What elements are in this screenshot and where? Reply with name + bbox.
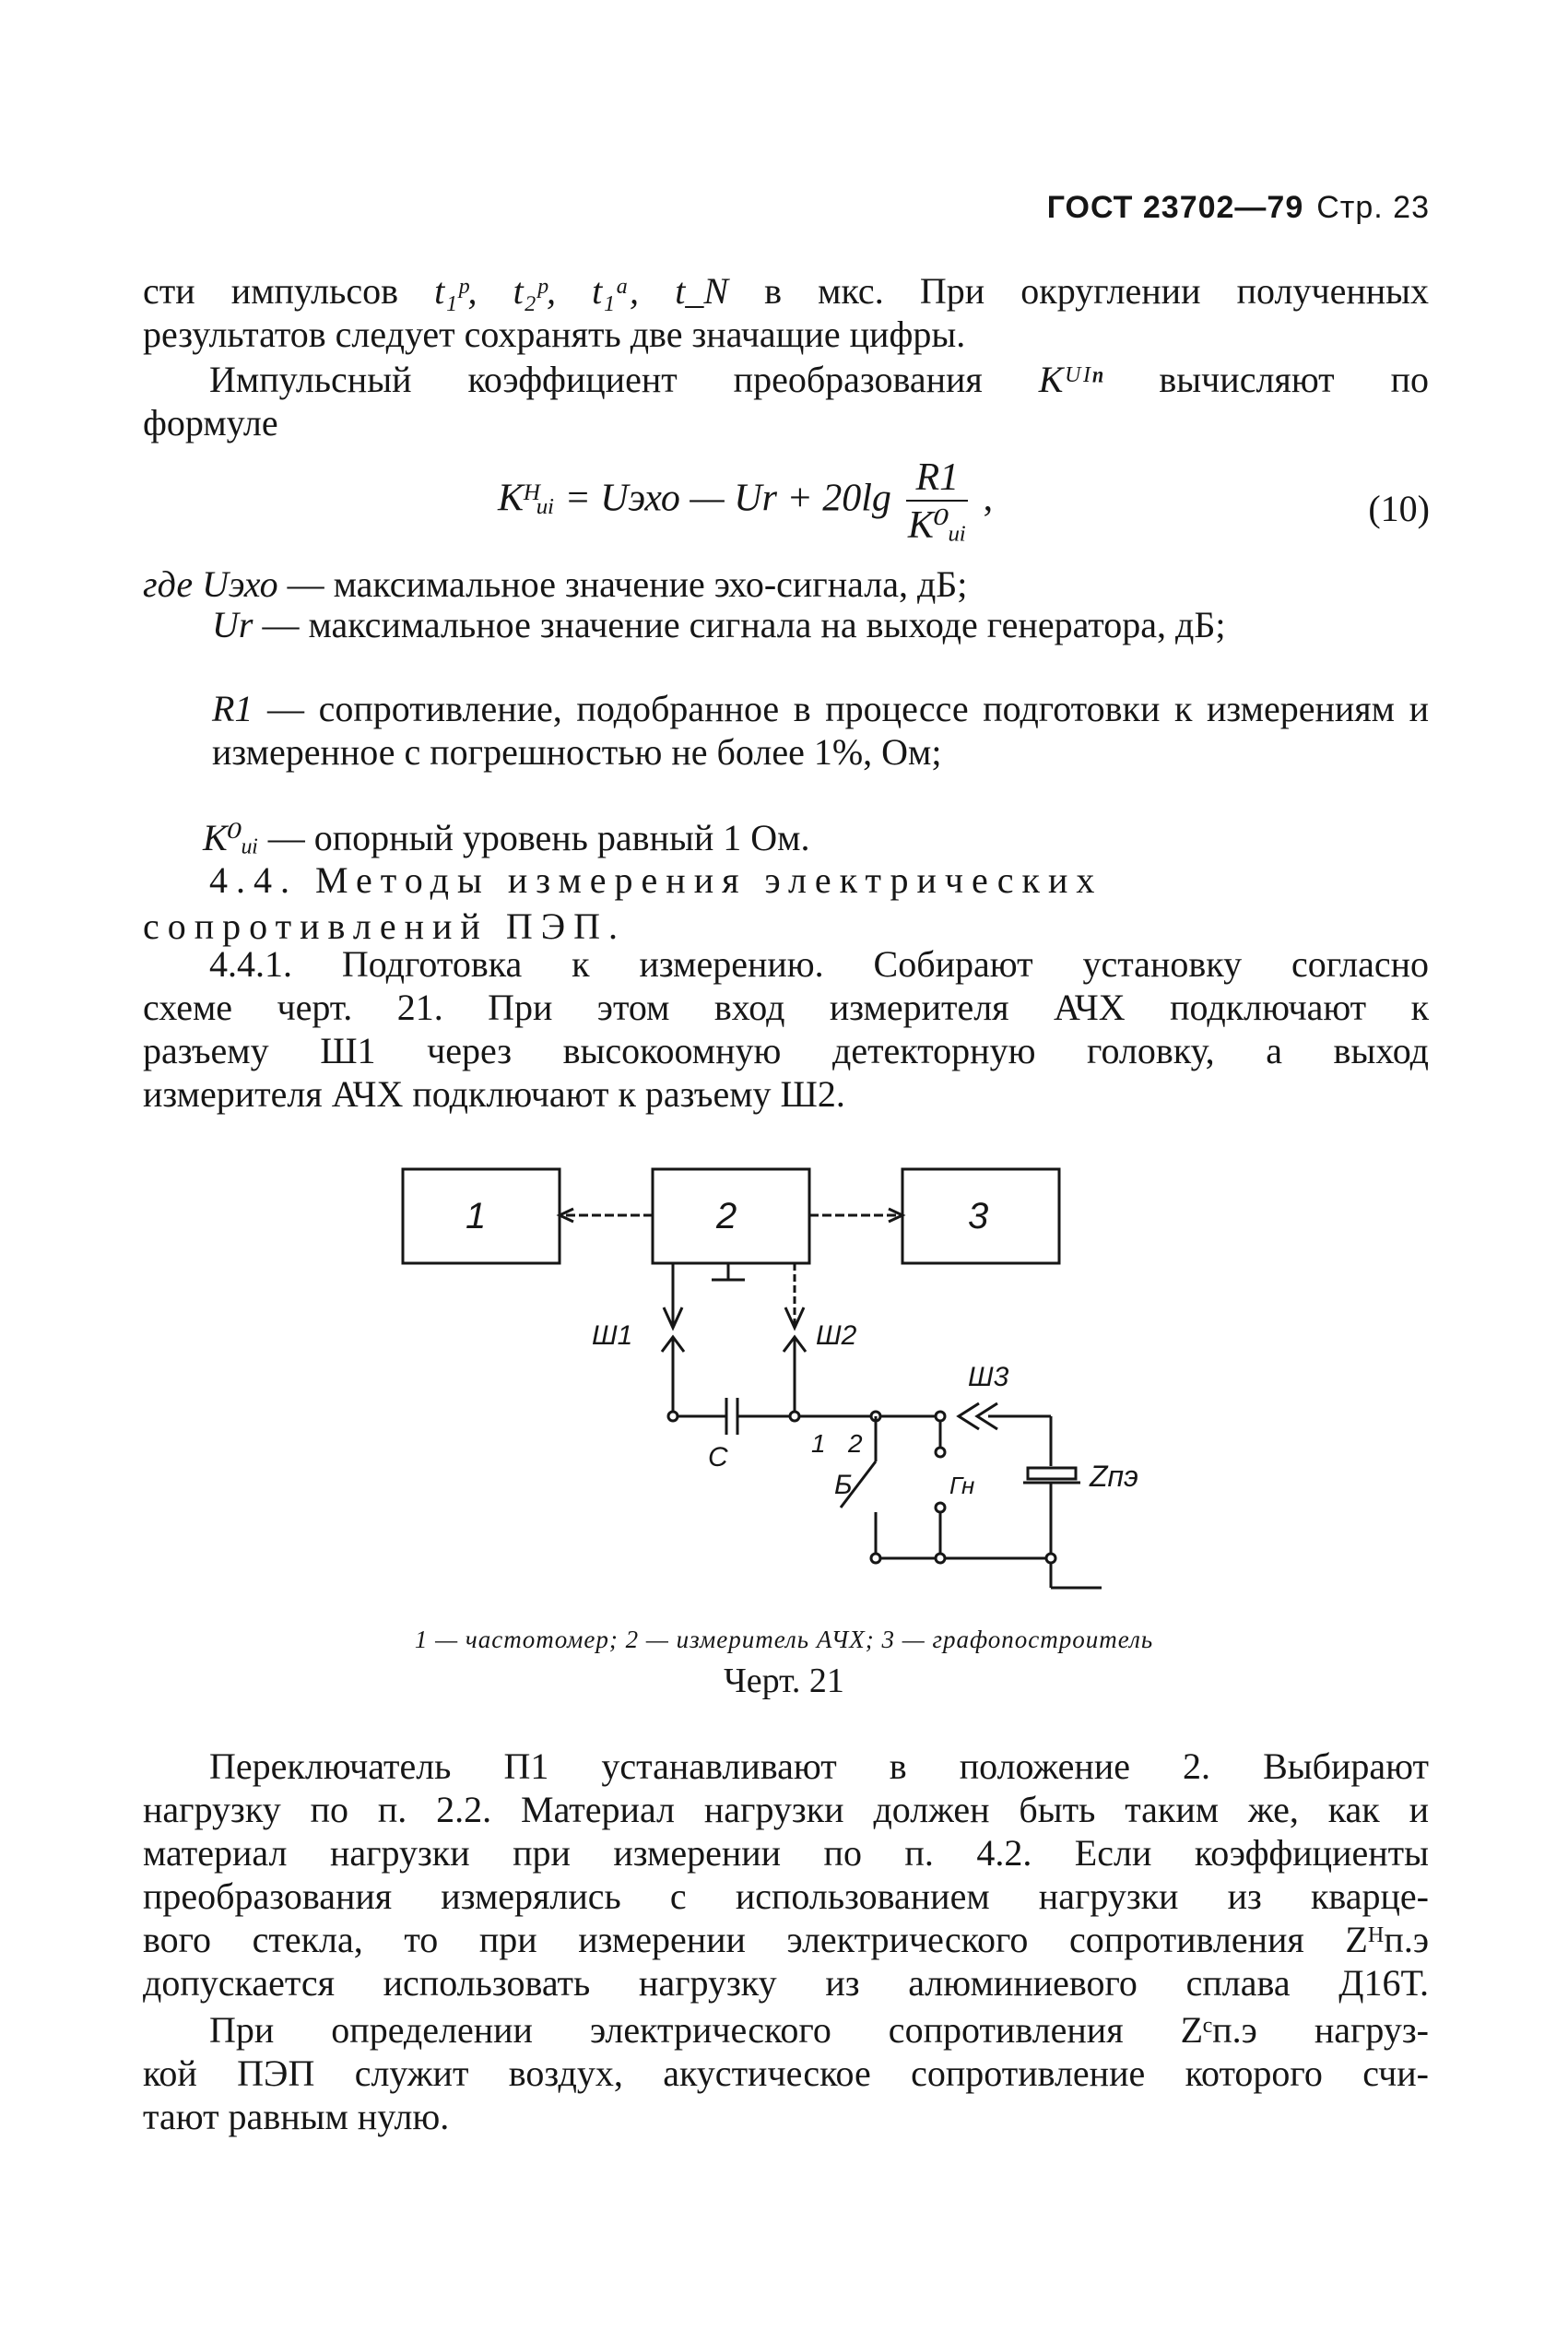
capacitor-label: C (708, 1442, 728, 1473)
formula-10 (498, 455, 993, 548)
p2-line2: формуле (143, 402, 278, 444)
where-item-1: где Uэхо — максимальное значение эхо-сигнала, дБ; (143, 563, 968, 605)
page-header (1047, 190, 1430, 226)
formula-lhs: Kᴴᵤᵢ = Uэхо — Ur + 20lg (498, 477, 891, 520)
sh1-label: Ш1 (592, 1320, 633, 1351)
section-4-4-1: 4.4.1. Подготовка к измерению. Собирают установку согласно схеме черт. 21. При этом вход измерителя АЧХ подключают к разъему Ш1 через высокоомную детекторную головку, а выход измерителя АЧХ подключают к разъему Ш2. (143, 943, 1429, 1115)
where-item-3: R1 — сопротивление, подобранное в процессе подготовки к измерениям и измеренное с погрешностью не более 1%, Ом; (212, 688, 1429, 773)
gn-label: Гн (949, 1472, 975, 1499)
figure-caption: 1 — частотомер; 2 — измеритель АЧХ; 3 — графопостроитель (414, 1626, 1154, 1653)
sh2-label: Ш2 (816, 1320, 857, 1351)
p1-line1: сти импульсов t₁ᵖ, t₂ᵖ, t₁ᵃ, t_N в мкс. При округлении полученных (143, 270, 1430, 312)
b-label: Б (834, 1470, 853, 1500)
switch-pos-1-label: 1 (811, 1429, 826, 1458)
where-item-4: K⁰ᵤᵢ — опорный уровень равный 1 Ом. (203, 817, 810, 858)
section-4-4: 4.4. Методы измерения электрических сопротивлений ПЭП. (143, 859, 1103, 947)
zpe-label: Zпэ (1090, 1460, 1138, 1493)
fraction-denominator: K⁰ᵤᵢ (907, 504, 967, 547)
paragraph-1 (143, 269, 1429, 356)
p2-line1: Импульсный коэффициент преобразования Kᵁᴵⁿ вычисляют по (209, 359, 1430, 400)
circuit-diagram (0, 1134, 1568, 1614)
figure-number: Черт. 21 (724, 1662, 844, 1700)
formula-comma: , (983, 477, 994, 520)
formula-fraction (906, 455, 968, 548)
block-1-label: 1 (466, 1196, 487, 1236)
where-item-2: Ur — максимальное значение сигнала на выходе генератора, дБ; (212, 604, 1226, 645)
formula-number: (10) (1368, 488, 1430, 529)
paragraph-2 (143, 358, 1429, 444)
switch-pos-2-label: 2 (848, 1429, 863, 1458)
block-2-label: 2 (716, 1196, 737, 1236)
p1-line2: результатов следует сохранять две значащие цифры. (143, 313, 966, 355)
sh3-label: Ш3 (968, 1362, 1009, 1392)
gost-number: ГОСТ 23702—79 (1046, 190, 1304, 225)
paragraph-3: Переключатель П1 устанавливают в положение 2. Выбирают нагрузку по п. 2.2. Материал нагрузки должен быть таким же, как и материал нагрузки при измерении по п. 4.2. Если коэффициенты преобразования измерялись с использованием нагрузки из кварце- вого стекла, то при измерении электрического сопротивления Zᴴп.э допускается использовать нагрузку из алюминиевого сплава Д16Т. (143, 1745, 1429, 2004)
block-3-label: 3 (968, 1196, 989, 1236)
paragraph-4: При определении электрического сопротивления Zᶜп.э нагруз- кой ПЭП служит воздух, акустическое сопротивление которого счи- тают равным нулю. (143, 2009, 1429, 2137)
page-number: Стр. 23 (1316, 190, 1430, 225)
fraction-numerator: R1 (906, 455, 968, 502)
